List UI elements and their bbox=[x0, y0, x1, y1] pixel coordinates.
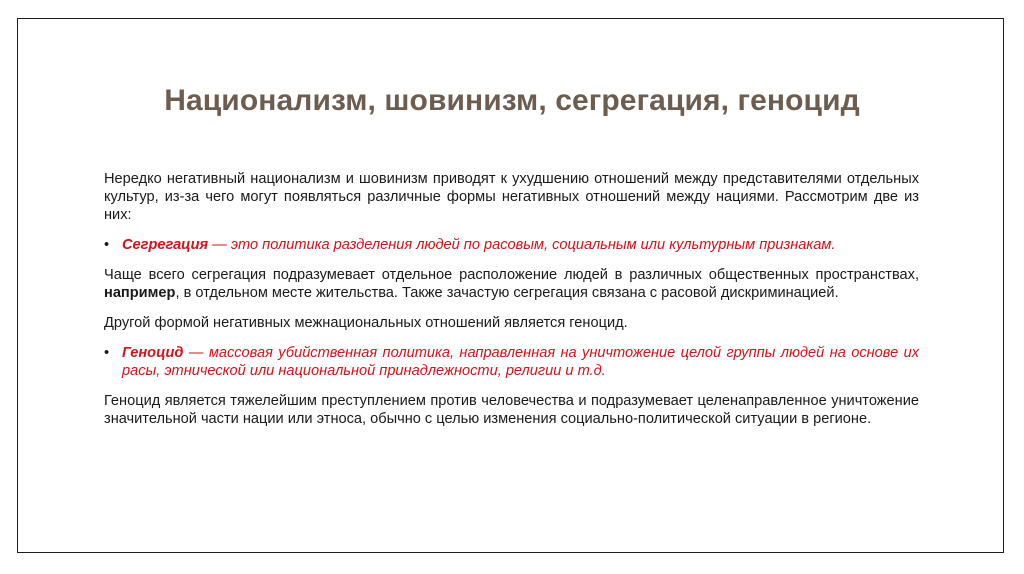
bullet-icon: • bbox=[104, 237, 110, 253]
segregation-paragraph-end: , в отдельном месте жительства. Также зачастую сегрегация связана с расовой дискриминацией. bbox=[175, 285, 839, 301]
segregation-paragraph bbox=[104, 266, 919, 302]
segregation-bullet bbox=[104, 236, 919, 254]
genocide-intro-paragraph: Другой формой негативных межнациональных отношений является геноцид. bbox=[104, 315, 628, 331]
segregation-paragraph-start: Чаще всего сегрегация подразумевает отдельное расположение людей в различных общественных пространствах, bbox=[104, 267, 919, 283]
segregation-term: Сегрегация bbox=[122, 237, 209, 253]
segregation-paragraph-bold: например bbox=[104, 285, 176, 301]
genocide-bullet bbox=[104, 344, 919, 380]
bullet-icon: • bbox=[104, 345, 110, 361]
genocide-definition: — массовая убийственная политика, направленная на уничтожение целой группы людей на основе их расы, этнической или национальной принадлежности, религии и т.д. bbox=[122, 345, 919, 379]
slide-title: Национализм, шовинизм, сегрегация, геноцид bbox=[164, 84, 860, 117]
slide-content bbox=[104, 170, 919, 440]
genocide-paragraph: Геноцид является тяжелейшим преступлением против человечества и подразумевает целенаправленное уничтожение значительной части нации или этноса, обычно с целью изменения социально-политической ситуации в регионе. bbox=[104, 393, 919, 427]
segregation-definition: — это политика разделения людей по расовым, социальным или культурным признакам. bbox=[208, 237, 836, 253]
genocide-term: Геноцид bbox=[122, 345, 184, 361]
intro-paragraph: Нередко негативный национализм и шовинизм приводят к ухудшению отношений между представителями отдельных культур, из-за чего могут появляться различные формы негативных отношений между нациями. Рассмотрим две из них: bbox=[104, 171, 919, 223]
